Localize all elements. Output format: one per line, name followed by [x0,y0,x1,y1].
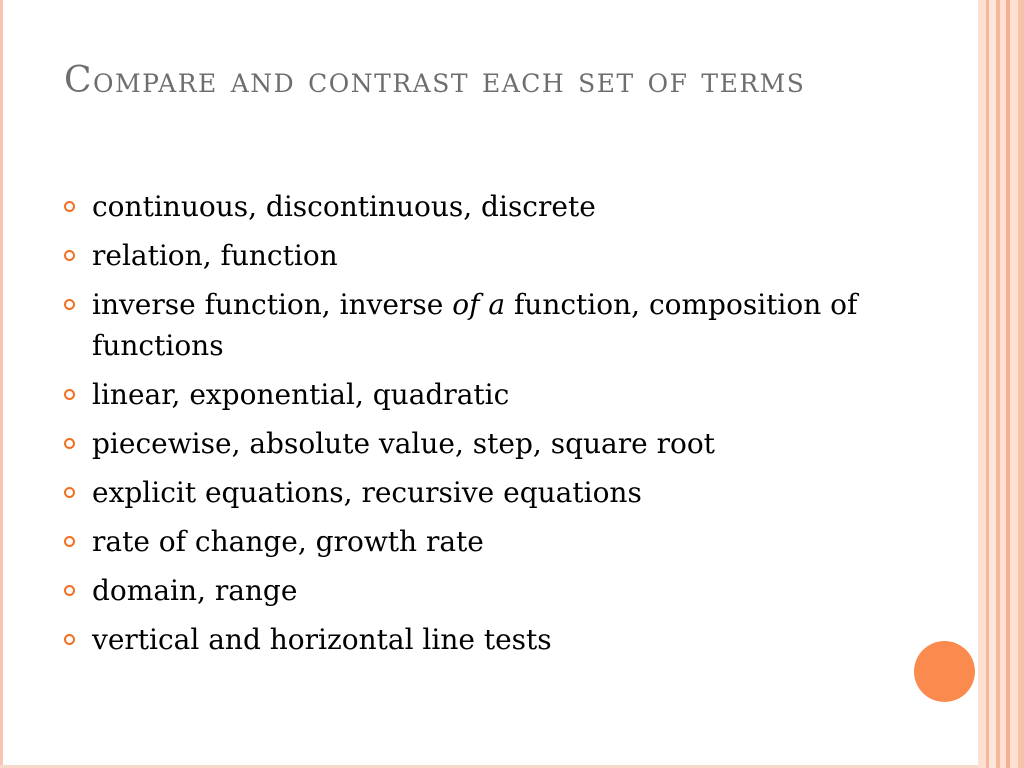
list-item [62,235,882,276]
bullet-marker-icon [64,585,75,596]
stripe [1018,0,1024,768]
bullet-text: function, composition of functions [92,288,858,362]
slide-title: Compare and contrast each set of terms [64,60,806,101]
bullet-marker-icon [64,389,75,400]
list-item [62,186,882,227]
bullet-text: domain, range [92,574,298,607]
bullet-text: piecewise, absolute value, step, square root [92,427,715,460]
bullet-text: inverse function, inverse [92,288,453,321]
decorative-circle [914,641,975,702]
list-item [62,374,882,415]
bullet-text: continuous, discontinuous, discrete [92,190,596,223]
bullet-marker-icon [64,634,75,645]
bullet-text: linear, exponential, quadratic [92,378,510,411]
slide-left-border [0,0,3,768]
bullet-text-italic: of a [452,288,506,321]
list-item [62,472,882,513]
bullet-marker-icon [64,438,75,449]
bullet-marker-icon [64,487,75,498]
bullet-marker-icon [64,536,75,547]
bullet-marker-icon [64,250,75,261]
bullet-text: vertical and horizontal line tests [92,623,552,656]
list-item [62,570,882,611]
bullet-marker-icon [64,201,75,212]
list-item [62,284,882,366]
bullet-text: explicit equations, recursive equations [92,476,642,509]
stripe [978,0,986,768]
stripe [989,0,996,768]
list-item [62,619,882,660]
bullet-marker-icon [64,299,75,310]
stripe [1010,0,1018,768]
bullet-text: relation, function [92,239,338,272]
list-item [62,521,882,562]
list-item [62,423,882,464]
bullet-text: rate of change, growth rate [92,525,484,558]
bullet-list [62,186,882,668]
